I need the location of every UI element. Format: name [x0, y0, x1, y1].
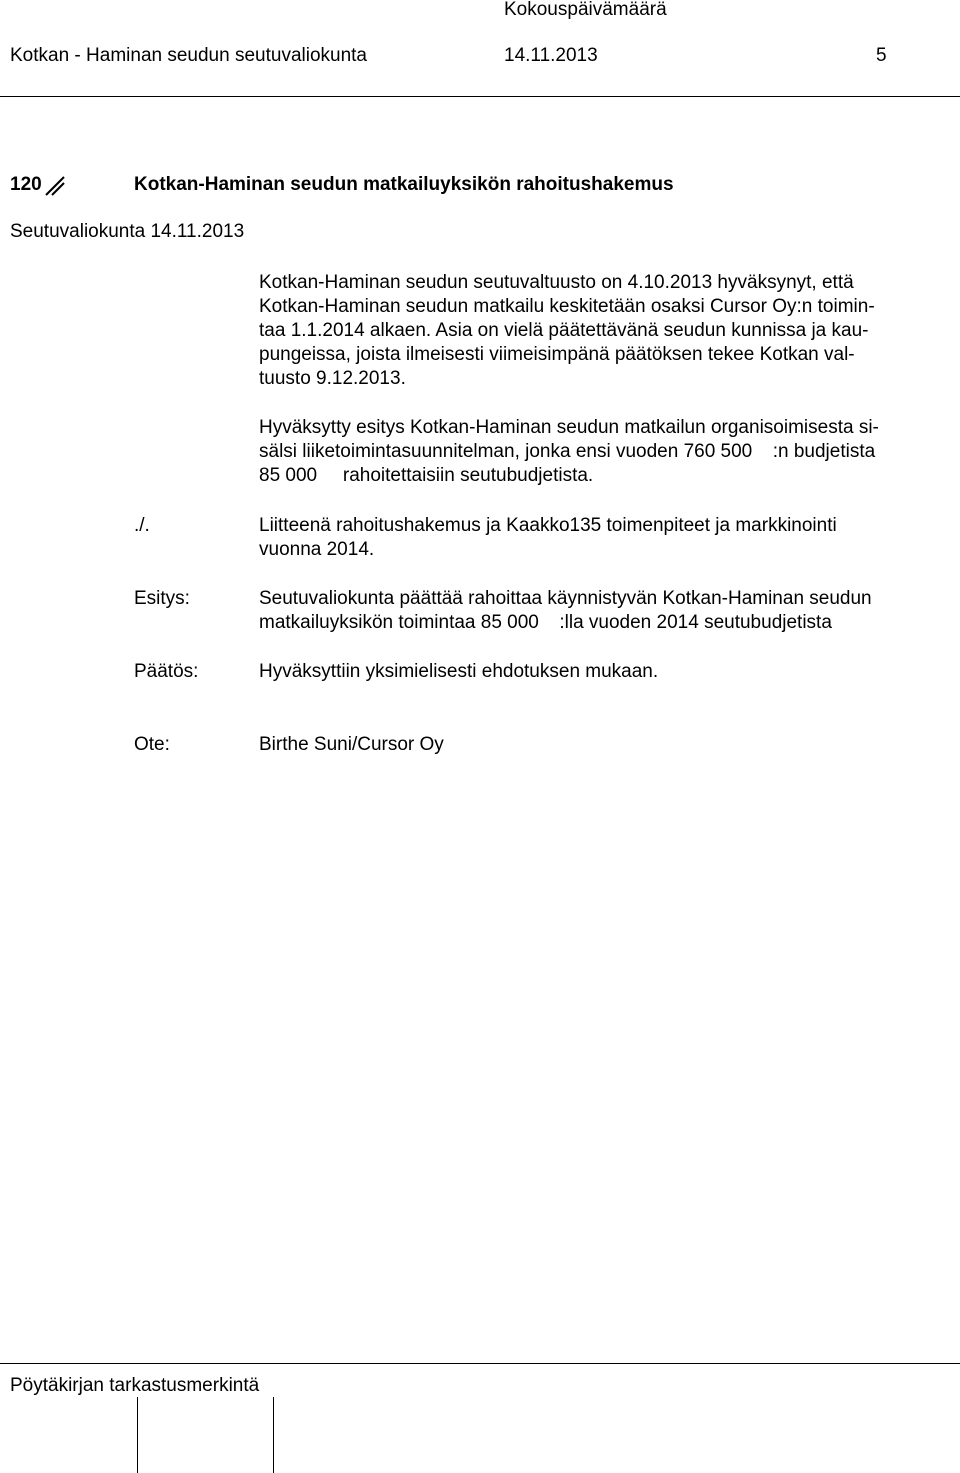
- proposal-label: Esitys:: [134, 588, 190, 609]
- header-organization: Kotkan - Haminan seudun seutuvaliokunta: [10, 45, 368, 66]
- proposal-line: Seutuvaliokunta päättää rahoittaa käynnistyvän Kotkan-Haminan seudun: [259, 588, 872, 609]
- footer-label: Pöytäkirjan tarkastusmerkintä: [10, 1375, 260, 1396]
- paragraph-line: taa 1.1.2014 alkaen. Asia on vielä päätettävänä seudun kunnissa ja kau-: [259, 320, 869, 341]
- paragraph-background: [259, 271, 949, 391]
- paragraph-line: 85 000  rahoitettaisiin seutubudjetista.: [259, 465, 594, 486]
- meeting-reference: Seutuvaliokunta 14.11.2013: [10, 221, 245, 242]
- decision-label: Päätös:: [134, 661, 199, 682]
- header-date: 14.11.2013: [504, 45, 598, 66]
- proposal-line: matkailuyksikön toimintaa 85 000 :lla vuoden 2014 seutubudjetista: [259, 612, 832, 633]
- footer-divider: [0, 1363, 960, 1364]
- item-number: 120: [10, 174, 42, 195]
- header-divider: [0, 96, 960, 97]
- paragraph-approved-proposal: [259, 416, 949, 488]
- attachment-marker: ./.: [134, 515, 150, 536]
- paragraph-line: Hyväksytty esitys Kotkan-Haminan seudun matkailun organisoimisesta si-: [259, 417, 879, 438]
- attachment-line: vuonna 2014.: [259, 539, 375, 560]
- page-number: 5: [876, 45, 887, 66]
- signature-box-divider: [137, 1397, 138, 1473]
- paragraph-line: sälsi liiketoimintasuunnitelman, jonka ensi vuoden 760 500 :n budjetista: [259, 441, 876, 462]
- attachment-line: Liitteenä rahoitushakemus ja Kaakko135 toimenpiteet ja markkinointi: [259, 515, 837, 536]
- paragraph-line: Kotkan-Haminan seudun seutuvaltuusto on 4.10.2013 hyväksynyt, että: [259, 272, 854, 293]
- paragraph-line: Kotkan-Haminan seudun matkailu keskitetään osaksi Cursor Oy:n toimin-: [259, 296, 875, 317]
- signature-box-divider: [273, 1397, 274, 1473]
- item-title: Kotkan-Haminan seudun matkailuyksikön rahoitushakemus: [134, 174, 674, 195]
- attachment-text: [259, 514, 949, 562]
- extract-label: Ote:: [134, 734, 170, 755]
- paragraph-line: tuusto 9.12.2013.: [259, 368, 406, 389]
- extract-recipient: Birthe Suni/Cursor Oy: [259, 734, 444, 755]
- paragraph-line: pungeissa, joista ilmeisesti viimeisimpänä päätöksen tekee Kotkan val-: [259, 344, 855, 365]
- proposal-text: [259, 587, 949, 635]
- section-sign-icon: [44, 175, 66, 197]
- header-date-label: Kokouspäivämäärä: [504, 0, 667, 20]
- decision-text: Hyväksyttiin yksimielisesti ehdotuksen mukaan.: [259, 661, 659, 682]
